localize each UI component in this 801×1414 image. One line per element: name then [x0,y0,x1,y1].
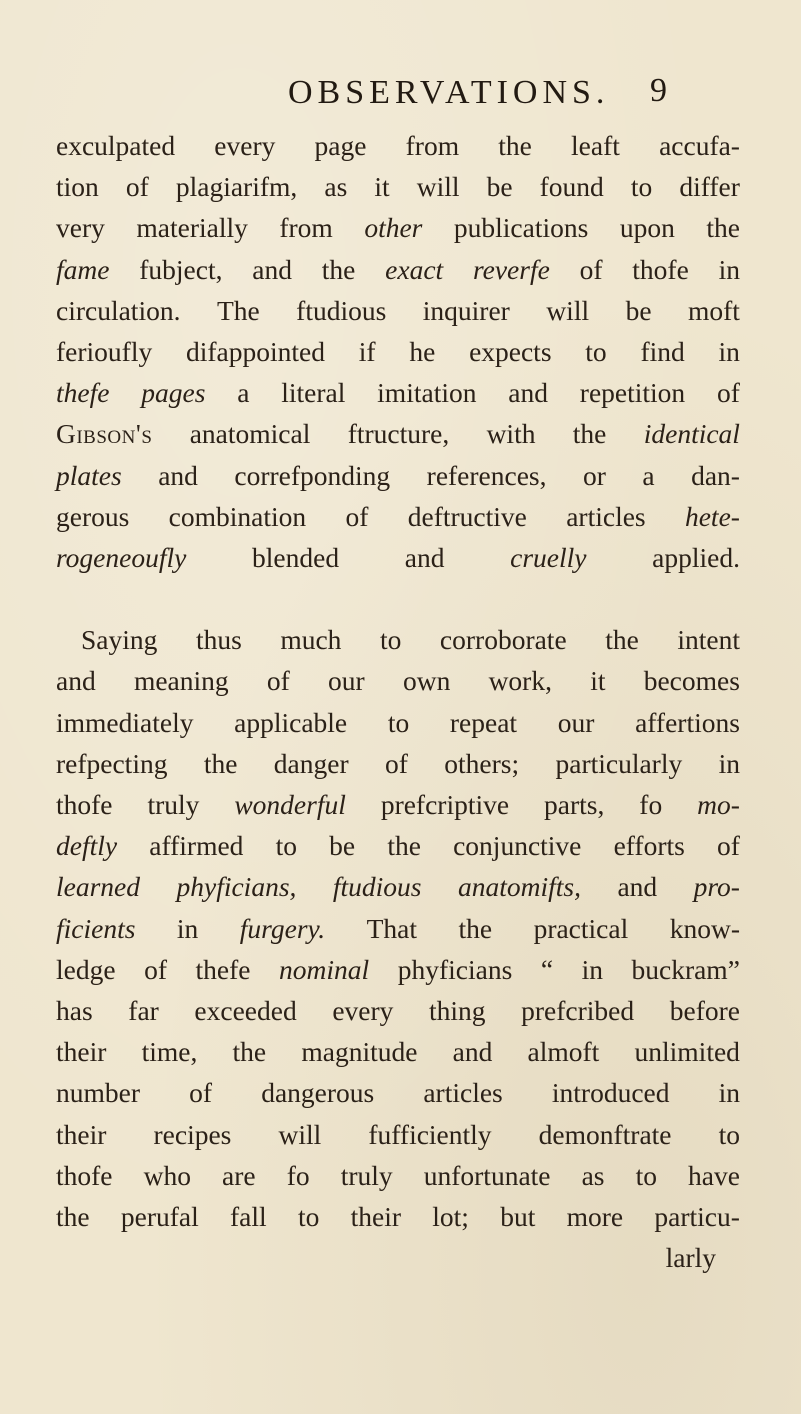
word: to [635,1159,657,1191]
word: references, [426,459,547,491]
word: far [128,994,159,1026]
word: to [718,1118,740,1150]
word: in [718,335,740,367]
word: ftudious [332,871,422,903]
word: nominal [279,953,370,985]
word: demonftrate [538,1118,672,1150]
word: of [579,253,603,285]
word: fo [639,789,663,820]
word: to [297,1200,320,1232]
word: perufal [120,1200,199,1232]
word: to [387,706,410,738]
text-line [56,496,740,537]
word: find [640,335,685,367]
word: number [56,1077,141,1109]
word: much [280,624,342,656]
word: their [56,1118,107,1150]
word: tion [56,171,99,203]
word: inquirer [422,294,510,326]
word: time, [141,1036,198,1068]
page-number: 9 [650,72,667,109]
word: expects [469,335,552,367]
word: reverfe [472,253,550,285]
word: dan- [691,459,740,491]
word: of [716,377,740,409]
word: it [590,665,606,697]
word: the [232,1036,267,1068]
word: fame [56,253,110,285]
word: anatomical [189,418,311,450]
word: materially [136,212,248,244]
word: our [328,665,365,697]
text-line [56,1072,740,1113]
text-line [56,784,740,825]
word: very [56,212,105,244]
word: it [374,171,390,203]
word: refpecting [56,747,168,779]
word: becomes [643,665,740,697]
text-line [56,1031,740,1072]
word: to [379,624,402,656]
word: of [189,1077,213,1109]
word: phyficians [397,953,513,985]
word: unfortunate [423,1159,551,1191]
word: difappointed [185,335,325,367]
word: rogeneoufly [56,541,187,573]
word: “ [540,953,554,985]
word: efforts [613,830,685,862]
word: in [718,747,740,779]
word: and [56,665,96,697]
word: prefcriptive [380,789,510,820]
word: page [314,130,367,161]
word: affertions [635,706,740,738]
word: blended [252,541,340,573]
word: fo [286,1159,310,1191]
word: as [581,1159,605,1191]
word: who [143,1159,191,1191]
word: truly [340,1159,393,1191]
word: particu- [654,1200,740,1232]
word: thofe [56,789,113,820]
word: identical [643,418,740,450]
word: the [706,212,740,244]
word: their [350,1200,401,1232]
word: fall [230,1200,267,1232]
word: but [500,1200,536,1232]
word: accufa- [659,130,740,161]
word: work, [488,665,552,697]
word: and [158,459,198,491]
word: will [546,294,590,326]
word: learned [56,871,141,903]
word: pages [141,377,206,409]
word: to [585,335,607,367]
word: the [458,912,493,944]
word: of [345,500,369,532]
word: thefe [56,377,110,409]
text-line [56,290,740,331]
word: intent [677,624,740,656]
word: publications [453,212,589,244]
word: correfponding [234,459,391,491]
body-text [56,125,740,1278]
word: their [56,1036,107,1068]
word: articles [566,500,646,532]
text-line [56,249,740,290]
word: will [278,1118,322,1150]
word: plagiarifm, [175,171,298,203]
text-line [56,1114,740,1155]
word: thofe [56,1159,113,1191]
word: in [718,253,740,285]
word: own [402,665,451,697]
word: literal [281,377,346,409]
word: a [237,377,250,409]
word: the [56,1200,90,1232]
word: imitation [377,377,477,409]
word: deftly [56,830,118,862]
word: of [717,830,740,862]
word: if [358,335,376,367]
word: upon [619,212,675,244]
word: moft [688,294,740,326]
running-head: OBSERVATIONS. [288,74,610,111]
text-line [56,1196,740,1237]
text-line [56,743,740,784]
word: immediately [56,706,194,738]
text-line [56,331,740,372]
word: exact [385,253,444,285]
word: the [605,624,639,656]
word: others; [444,747,520,779]
text-line [56,908,740,949]
word: in [581,953,603,985]
word: truly [147,789,200,820]
word: the [572,418,607,450]
catchword-line [56,1237,740,1278]
word: introduced [551,1077,670,1109]
word: exceeded [194,994,297,1026]
word: buckram” [631,953,740,985]
word: the [203,747,238,779]
word: applied. [652,541,740,573]
word: practical [533,912,629,944]
word: repeat [449,706,518,738]
word: the [321,253,356,285]
word: of [125,171,149,203]
word: ftructure, [347,418,450,450]
word: and [404,541,445,573]
word: and [252,253,292,285]
word: in [718,1077,740,1109]
word: every [214,130,276,161]
word: as [324,171,348,203]
word: differ [679,171,740,203]
word: dangerous [261,1077,375,1109]
word: prefcribed [521,994,635,1026]
word: plates [56,459,122,491]
word: the [498,130,532,161]
word: hete- [684,500,740,532]
word: fufficiently [368,1118,492,1150]
word: ferioufly [56,335,153,367]
word: or [582,459,606,491]
word: to [630,171,653,203]
paragraph-gap [56,578,740,619]
word: meaning [133,665,229,697]
word: parts, [544,789,605,820]
word: has [56,994,93,1026]
word: mo- [697,789,740,820]
catchword: larly [665,1242,716,1274]
text-line [56,866,740,907]
word: and [452,1036,493,1068]
word: leaft [571,130,620,161]
word: thefe [195,953,251,985]
word: thofe [632,253,689,285]
text-line [56,619,740,660]
text-line [56,372,740,413]
word: and [508,377,548,409]
text-line [56,1155,740,1196]
word: particularly [555,747,683,779]
word: magnitude [301,1036,418,1068]
word: conjunctive [453,830,582,862]
word: of [384,747,408,779]
word: and [617,871,658,903]
word: phyficians, [176,871,297,903]
word: thing [429,994,486,1026]
word: corroborate [439,624,567,656]
text-line [56,825,740,866]
word: will [416,171,460,203]
word: know- [669,912,740,944]
word: affirmed [149,830,244,862]
word: the [387,830,421,862]
word: Gibson's [56,418,153,450]
word: of [266,665,290,697]
word: gerous [56,500,130,532]
word: Saying [81,624,158,656]
word: pro- [693,871,740,903]
text-line [56,125,740,166]
text-line [56,660,740,701]
word: a [642,459,655,491]
word: almoft [527,1036,600,1068]
word: wonderful [234,789,346,820]
word: The [216,294,260,326]
word: ftudious [296,294,387,326]
word: with [486,418,536,450]
word: ficients [56,912,136,944]
word: be [625,294,652,326]
word: repetition [579,377,686,409]
word: lot; [432,1200,469,1232]
word: applicable [234,706,348,738]
word: thus [195,624,242,656]
word: combination [168,500,307,532]
word: furgery. [239,912,326,944]
word: fubject, [139,253,223,285]
word: more [566,1200,624,1232]
word: be [329,830,356,862]
text-line [56,166,740,207]
word: are [222,1159,256,1191]
text-line [56,455,740,496]
word: cruelly [510,541,587,573]
word: articles [423,1077,503,1109]
text-line [56,990,740,1031]
word: anatomifts, [457,871,581,903]
word: from [405,130,460,161]
word: That [366,912,417,944]
word: before [669,994,740,1026]
word: he [409,335,436,367]
word: to [275,830,297,862]
word: circulation. [56,294,181,326]
word: ledge [56,953,116,985]
word: deftructive [407,500,527,532]
word: other [364,212,423,244]
word: in [176,912,199,944]
text-line [56,207,740,248]
word: danger [273,747,349,779]
text-line [56,702,740,743]
word: have [688,1159,740,1191]
word: found [539,171,604,203]
word: of [144,953,168,985]
word: be [486,171,513,203]
word: exculpated [56,130,176,161]
text-line [56,537,740,578]
text-line [56,949,740,990]
text-line [56,413,740,454]
word: recipes [153,1118,232,1150]
word: our [557,706,595,738]
word: every [332,994,394,1026]
word: from [279,212,333,244]
word: unlimited [634,1036,740,1068]
